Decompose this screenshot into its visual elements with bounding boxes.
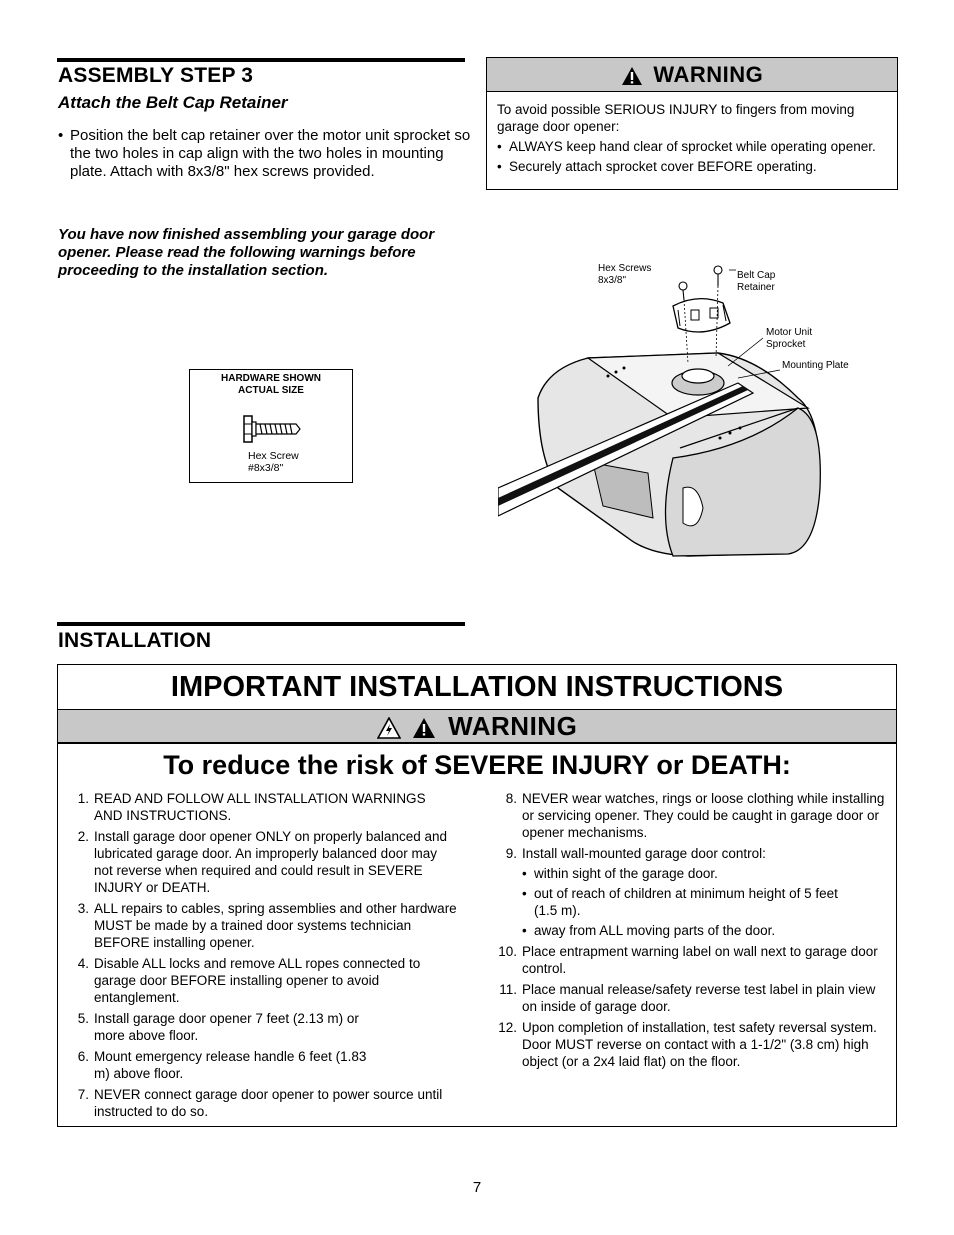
- instruction-text: Place entrapment warning label on wall next to garage door control.: [522, 944, 878, 976]
- instruction-item: [62, 1010, 457, 1044]
- sprocket-warning-bullet-text: Securely attach sprocket cover BEFORE operating.: [509, 159, 817, 174]
- instruction-subbullet: [522, 865, 885, 882]
- instruction-number: 11.: [499, 982, 517, 997]
- instruction-number: 3.: [77, 901, 89, 916]
- assembly-instruction: [58, 127, 475, 181]
- instruction-subbullet-text: within sight of the garage door.: [534, 866, 718, 881]
- instruction-number: 4.: [77, 956, 89, 971]
- hardware-box: [189, 369, 353, 483]
- label-motor-unit-line2: Sprocket: [766, 339, 806, 350]
- hardware-title: [190, 373, 352, 397]
- instruction-text: READ AND FOLLOW ALL INSTALLATION WARNINGS AND INSTRUCTIONS.: [94, 791, 426, 823]
- instruction-item: [62, 900, 457, 951]
- instruction-text: NEVER connect garage door opener to power source until instructed to do so.: [94, 1087, 443, 1119]
- assembly-subheading: Attach the Belt Cap Retainer: [58, 93, 288, 112]
- sprocket-warning-title: WARNING: [653, 62, 764, 87]
- finished-note: You have now finished assembling your garage door opener. Please read the following warnings before proceeding to the installation section.: [58, 226, 435, 279]
- hardware-item-line1: Hex Screw: [248, 450, 299, 462]
- label-belt-cap-line1: Belt Cap: [737, 270, 776, 281]
- instruction-text: Install garage door opener 7 feet (2.13 m) or more above floor.: [94, 1011, 359, 1043]
- sprocket-warning-box: [486, 57, 898, 190]
- sprocket-warning-bullet-text: ALWAYS keep hand clear of sprocket while operating opener.: [509, 139, 876, 154]
- instruction-item: [62, 828, 457, 896]
- installation-box-title: IMPORTANT INSTALLATION INSTRUCTIONS: [58, 665, 896, 710]
- opener-illustration: [498, 258, 888, 558]
- hardware-title-line1: HARDWARE SHOWN: [221, 373, 321, 384]
- installation-warning-title: WARNING: [448, 711, 578, 741]
- label-belt-cap: [737, 270, 775, 294]
- instruction-item: [490, 790, 885, 841]
- instruction-subbullet: [522, 922, 885, 939]
- hardware-title-line2: ACTUAL SIZE: [238, 385, 304, 396]
- instruction-text: NEVER wear watches, rings or loose clothing while installing or servicing opener. They could be caught in garage door or opener mechanisms.: [522, 791, 885, 840]
- hex-screw-icon: [240, 414, 304, 444]
- assembly-heading: ASSEMBLY STEP 3: [58, 64, 254, 87]
- instruction-text: Mount emergency release handle 6 feet (1.83 m) above floor.: [94, 1049, 367, 1081]
- instruction-text: Place manual release/safety reverse test label in plain view on inside of garage door.: [522, 982, 876, 1014]
- label-hex-screws-line1: Hex Screws: [598, 263, 652, 274]
- belt-cap-diagram: [498, 258, 888, 558]
- installation-instructions-box: [57, 664, 897, 1127]
- installation-left-column: [62, 790, 457, 1124]
- electric-shock-icon: [377, 717, 401, 739]
- instruction-item: [490, 845, 885, 939]
- instruction-number: 2.: [77, 829, 89, 844]
- instruction-number: 5.: [77, 1011, 89, 1026]
- warning-triangle-icon: [621, 66, 643, 86]
- instruction-subbullet-text: out of reach of children at minimum height of 5 feet (1.5 m).: [534, 886, 838, 918]
- label-hex-screws: [598, 263, 651, 287]
- instruction-number: 6.: [77, 1049, 89, 1064]
- sprocket-warning-bullet: [497, 158, 887, 175]
- label-motor-unit-line1: Motor Unit: [766, 327, 813, 338]
- instruction-number: 10.: [498, 944, 517, 959]
- instruction-number: 9.: [505, 846, 517, 861]
- hardware-item-line2: #8x3/8": [248, 462, 284, 474]
- instruction-item: [490, 1019, 885, 1070]
- installation-risk-line: To reduce the risk of SEVERE INJURY or DEATH:: [58, 743, 896, 786]
- instruction-item: [490, 981, 885, 1015]
- warning-triangle-icon: [412, 717, 436, 739]
- instruction-item: [490, 943, 885, 977]
- instruction-number: 7.: [77, 1087, 89, 1102]
- hardware-item-label: [248, 450, 299, 474]
- instruction-item: [62, 790, 457, 824]
- instruction-number: 8.: [505, 791, 517, 806]
- installation-warning-header: [58, 710, 896, 743]
- instruction-number: 12.: [498, 1020, 517, 1035]
- instruction-text: Disable ALL locks and remove ALL ropes connected to garage door BEFORE installing opener to avoid entanglement.: [94, 956, 421, 1005]
- installation-top-rule: [57, 622, 465, 626]
- installation-right-column: [490, 790, 885, 1074]
- label-motor-unit: [766, 327, 812, 351]
- instruction-number: 1.: [77, 791, 89, 806]
- instruction-text: Install wall-mounted garage door control:: [522, 846, 766, 861]
- label-hex-screws-line2: 8x3/8": [598, 275, 627, 286]
- installation-heading: INSTALLATION: [58, 629, 212, 652]
- instruction-subbullet-text: away from ALL moving parts of the door.: [534, 923, 776, 938]
- assembly-top-rule: [57, 58, 465, 62]
- sprocket-warning-bullet: [497, 138, 887, 155]
- instruction-text: ALL repairs to cables, spring assemblies and other hardware MUST be made by a trained door systems technician BEFORE installing opener.: [94, 901, 457, 950]
- instruction-subbullet: [522, 885, 885, 919]
- sprocket-warning-body: [487, 92, 897, 175]
- instruction-text: Install garage door opener ONLY on properly balanced and lubricated garage door. An improperly balanced door may not reverse when required and could result in SEVERE INJURY or DEATH.: [94, 829, 447, 895]
- label-belt-cap-line2: Retainer: [737, 282, 775, 293]
- assembly-instruction-text: Position the belt cap retainer over the motor unit sprocket so the two holes in cap align with the two holes in mounting plate. Attach with 8x3/8" hex screws provided.: [70, 127, 471, 180]
- sprocket-warning-header: [487, 58, 897, 92]
- instruction-item: [62, 1048, 457, 1082]
- label-mounting-plate: Mounting Plate: [782, 360, 849, 371]
- sprocket-warning-intro: To avoid possible SERIOUS INJURY to fingers from moving garage door opener:: [497, 102, 855, 134]
- page-number: 7: [472, 1179, 482, 1196]
- instruction-item: [62, 1086, 457, 1120]
- instruction-item: [62, 955, 457, 1006]
- instruction-text: Upon completion of installation, test safety reversal system. Door MUST reverse on contact with a 1-1/2" (3.8 cm) high object (or a 2x4 laid flat) on the floor.: [522, 1020, 877, 1069]
